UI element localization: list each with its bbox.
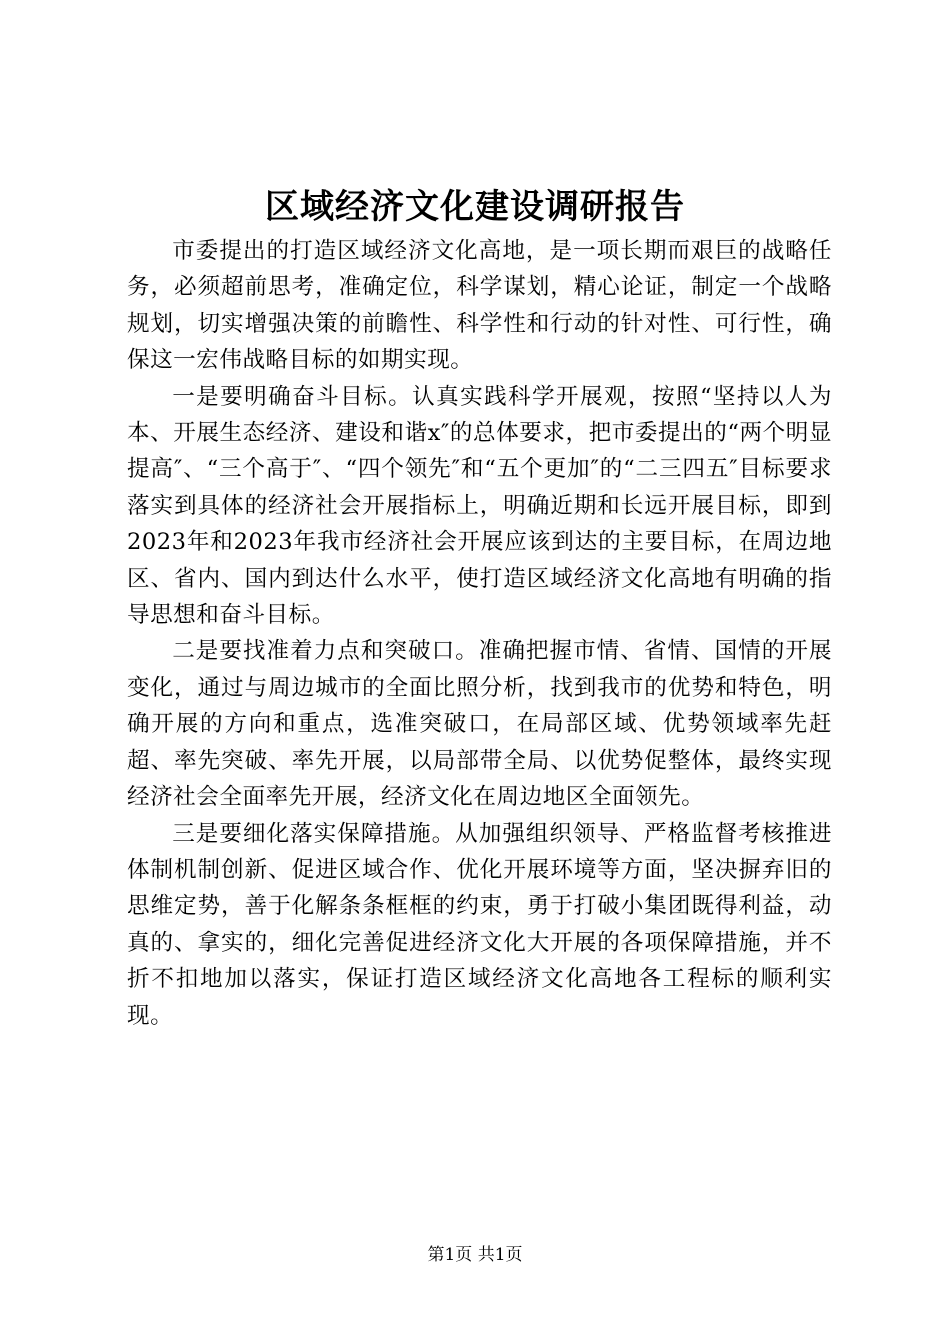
paragraph-goals: 一是要明确奋斗目标。认真实践科学开展观，按照“坚持以人为本、开展生态经济、建设和谐x″的总体要求，把市委提出的“两个明显提高″、“三个高于″、“四个领先″和“五个更加″的“二三四五″目标要求落实到具体的经济社会开展指标上，明确近期和长远开展目标，即到2023年和2023年我市经济社会开展应该到达的主要目标，在周边地区、省内、国内到达什么水平，使打造区域经济文化高地有明确的指导思想和奋斗目标。 bbox=[127, 383, 832, 629]
paragraph-safeguards: 三是要细化落实保障措施。从加强组织领导、严格监督考核推进体制机制创新、促进区域合作、优化开展环境等方面，坚决摒弃旧的思维定势，善于化解条条框框的约束，勇于打破小集团既得利益，动真的、拿实的，细化完善促进经济文化大开展的各项保障措施，并不折不扣地加以落实，保证打造区域经济文化高地各工程标的顺利实现。 bbox=[127, 820, 832, 1029]
document-body bbox=[127, 233, 832, 1034]
paragraph-breakthrough: 二是要找准着力点和突破口。准确把握市情、省情、国情的开展变化，通过与周边城市的全面比照分析，找到我市的优势和特色，明确开展的方向和重点，选准突破口，在局部区域、优势领域率先赶超、率先突破、率先开展，以局部带全局、以优势促整体，最终实现经济社会全面率先开展，经济文化在周边地区全面领先。 bbox=[127, 638, 832, 811]
page-footer: 第1页 共1页 bbox=[427, 1245, 523, 1265]
paragraph-intro: 市委提出的打造区域经济文化高地，是一项长期而艰巨的战略任务，必须超前思考，准确定位，科学谋划，精心论证，制定一个战略规划，切实增强决策的前瞻性、科学性和行动的针对性、可行性，确保这一宏伟战略目标的如期实现。 bbox=[127, 238, 832, 374]
document-title: 区域经济文化建设调研报告 bbox=[265, 187, 685, 227]
